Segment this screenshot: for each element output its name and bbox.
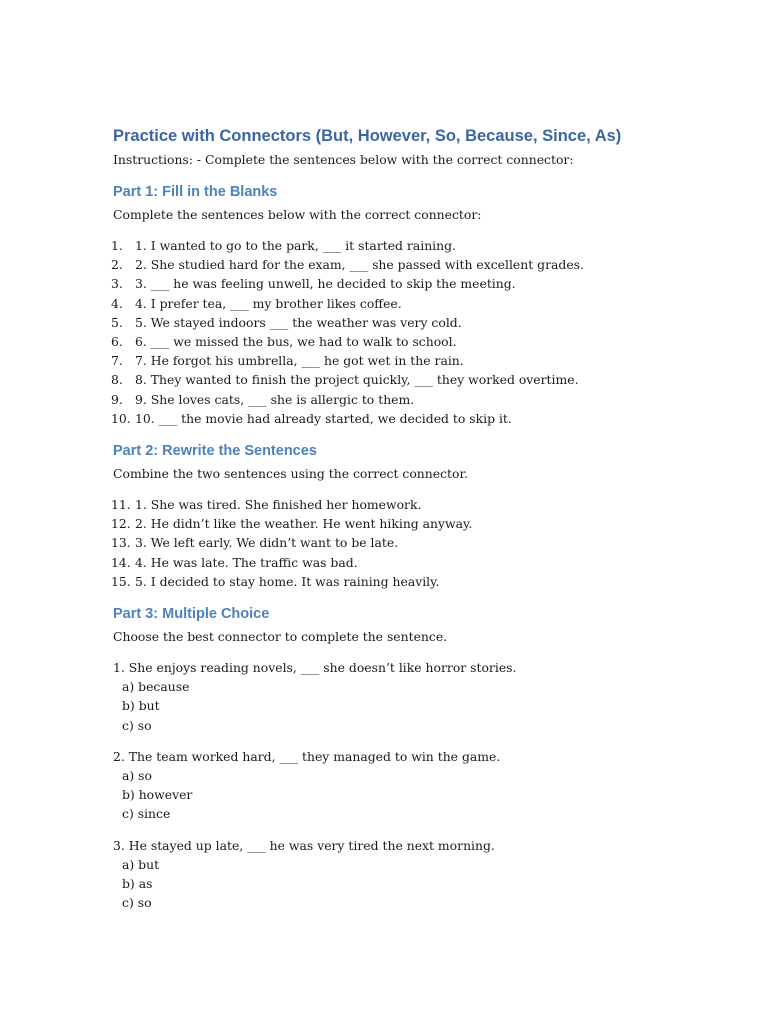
mc-question-block [113,658,733,735]
list-item: 12. 2. He didn’t like the weather. He went hiking anyway. [111,516,473,532]
list-item: 13. 3. We left early. We didn’t want to be late. [111,535,399,551]
document-title: Practice with Connectors (But, However, So, Because, Since, As) [113,127,622,145]
part1-heading: Part 1: Fill in the Blanks [113,184,278,200]
mc-option: c) so [122,717,152,733]
list-item: 4. 4. I prefer tea, ___ my brother likes coffee. [111,295,402,311]
mc-option: b) however [122,787,193,803]
instructions-text: Instructions: - Complete the sentences below with the correct connector: [113,152,574,167]
mc-option: b) but [122,698,160,714]
list-item: 8. 8. They wanted to finish the project quickly, ___ they worked overtime. [111,372,579,388]
list-item: 5. 5. We stayed indoors ___ the weather was very cold. [111,314,462,330]
mc-question-text: 2. The team worked hard, ___ they managed to win the game. [113,748,501,764]
part2-heading: Part 2: Rewrite the Sentences [113,443,317,460]
mc-option: a) so [122,768,152,784]
list-item: 9. 9. She loves cats, ___ she is allergic to them. [111,391,415,407]
list-item: 15. 5. I decided to stay home. It was raining heavily. [111,573,440,589]
list-item: 11. 1. She was tired. She finished her homework. [111,497,422,513]
list-item: 10. 10. ___ the movie had already started, we decided to skip it. [111,410,512,426]
mc-question-text: 1. She enjoys reading novels, ___ she doesn’t like horror stories. [113,660,517,676]
list-item: 1. 1. I wanted to go to the park, ___ it started raining. [111,238,456,253]
part3-intro: Choose the best connector to complete the sentence. [113,629,448,645]
mc-option: b) as [122,876,153,892]
list-item: 7. 7. He forgot his umbrella, ___ he got wet in the rain. [111,353,464,369]
part3-heading: Part 3: Multiple Choice [113,606,270,623]
list-item: 14. 4. He was late. The traffic was bad. [111,554,358,570]
worksheet-page [113,124,733,912]
mc-question-block [113,836,733,913]
list-item: 3. 3. ___ he was feeling unwell, he decided to skip the meeting. [111,276,516,292]
part1-list [113,236,733,428]
mc-option: a) because [122,679,190,695]
mc-question-block [113,747,733,824]
part2-intro: Combine the two sentences using the correct connector. [113,466,468,482]
mc-option: a) but [122,856,160,872]
list-item: 6. 6. ___ we missed the bus, we had to walk to school. [111,334,457,350]
list-item: 2. 2. She studied hard for the exam, ___ she passed with excellent grades. [111,257,584,273]
mc-question-text: 3. He stayed up late, ___ he was very tired the next morning. [113,837,495,853]
mc-option: c) since [122,806,171,822]
part2-list [113,495,733,591]
mc-option: c) so [122,895,152,911]
part1-intro: Complete the sentences below with the correct connector: [113,207,482,222]
